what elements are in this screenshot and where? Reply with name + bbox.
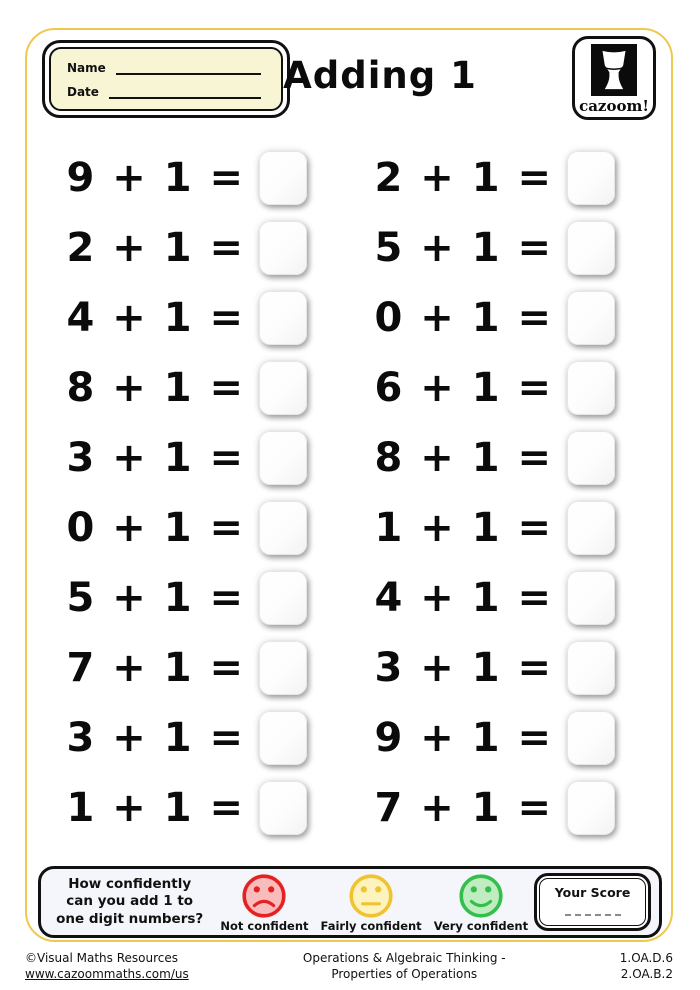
problem-row xyxy=(25,563,349,633)
answer-box[interactable] xyxy=(259,641,307,695)
problem-row xyxy=(25,143,349,213)
topic-line-2: Properties of Operations xyxy=(331,966,478,981)
equation: 7 + 1 = xyxy=(374,785,553,831)
problem-row xyxy=(349,773,673,843)
problem-row xyxy=(349,633,673,703)
equation: 5 + 1 = xyxy=(66,575,245,621)
answer-box[interactable] xyxy=(567,151,615,205)
standard-code-1: 1.OA.D.6 xyxy=(619,951,673,965)
your-score-box xyxy=(534,873,651,931)
logo-wordmark: cazoom! xyxy=(579,97,649,115)
equation: 8 + 1 = xyxy=(374,435,553,481)
problem-row xyxy=(25,423,349,493)
answer-box[interactable] xyxy=(567,641,615,695)
sad-face-icon xyxy=(240,872,288,920)
problem-row xyxy=(349,353,673,423)
footer-right xyxy=(620,951,673,982)
answer-box[interactable] xyxy=(259,781,307,835)
problem-row xyxy=(349,563,673,633)
problem-row xyxy=(349,283,673,353)
answer-box[interactable] xyxy=(259,571,307,625)
problem-row xyxy=(25,493,349,563)
drum-icon xyxy=(591,44,637,96)
equation: 2 + 1 = xyxy=(66,225,245,271)
problems-grid xyxy=(25,143,673,843)
equation: 2 + 1 = xyxy=(374,155,553,201)
problems-column-right xyxy=(349,143,673,843)
answer-box[interactable] xyxy=(259,501,307,555)
answer-box[interactable] xyxy=(259,291,307,345)
equation: 3 + 1 = xyxy=(374,645,553,691)
equation: 9 + 1 = xyxy=(66,155,245,201)
problem-row xyxy=(349,143,673,213)
option-label: Fairly confident xyxy=(320,918,422,933)
happy-face-icon xyxy=(457,872,505,920)
problem-row xyxy=(349,493,673,563)
equation: 0 + 1 = xyxy=(374,295,553,341)
page-title: Adding 1 xyxy=(283,54,477,97)
answer-box[interactable] xyxy=(567,361,615,415)
answer-box[interactable] xyxy=(259,221,307,275)
equation: 3 + 1 = xyxy=(66,715,245,761)
option-fairly-confident[interactable] xyxy=(321,872,422,933)
option-label: Not confident xyxy=(220,918,309,933)
equation: 6 + 1 = xyxy=(374,365,553,411)
problem-row xyxy=(349,703,673,773)
answer-box[interactable] xyxy=(259,711,307,765)
confidence-options xyxy=(214,872,534,933)
problem-row xyxy=(25,283,349,353)
date-label: Date xyxy=(67,85,99,99)
equation: 7 + 1 = xyxy=(66,645,245,691)
website-link[interactable]: www.cazoommaths.com/us xyxy=(25,966,189,981)
footer-center xyxy=(303,951,506,982)
equation: 4 + 1 = xyxy=(66,295,245,341)
cazoom-logo xyxy=(572,36,656,120)
equation: 0 + 1 = xyxy=(66,505,245,551)
option-very-confident[interactable] xyxy=(434,872,528,933)
option-label: Very confident xyxy=(433,918,529,933)
answer-box[interactable] xyxy=(567,571,615,625)
equation: 1 + 1 = xyxy=(374,505,553,551)
answer-box[interactable] xyxy=(259,361,307,415)
confidence-prompt: How confidently can you add 1 to one digit numbers? xyxy=(56,875,204,927)
answer-box[interactable] xyxy=(259,431,307,485)
equation: 1 + 1 = xyxy=(66,785,245,831)
problem-row xyxy=(25,353,349,423)
answer-box[interactable] xyxy=(567,221,615,275)
copyright-text: ©Visual Maths Resources xyxy=(25,951,179,965)
equation: 3 + 1 = xyxy=(66,435,245,481)
confidence-bar xyxy=(38,866,662,938)
topic-line-1: Operations & Algebraic Thinking - xyxy=(302,951,506,965)
option-not-confident[interactable] xyxy=(220,872,308,933)
equation: 9 + 1 = xyxy=(374,715,553,761)
equation: 4 + 1 = xyxy=(374,575,553,621)
neutral-face-icon xyxy=(347,872,395,920)
footer xyxy=(25,951,673,982)
problem-row xyxy=(25,773,349,843)
answer-box[interactable] xyxy=(567,781,615,835)
problem-row xyxy=(349,213,673,283)
your-score-label: Your Score xyxy=(554,885,631,900)
name-label: Name xyxy=(67,61,106,75)
standard-code-2: 2.OA.B.2 xyxy=(620,966,673,981)
problem-row xyxy=(25,213,349,283)
answer-box[interactable] xyxy=(259,151,307,205)
footer-left xyxy=(25,951,189,982)
your-score-box-inner xyxy=(539,878,646,926)
problems-column-left xyxy=(25,143,349,843)
answer-box[interactable] xyxy=(567,711,615,765)
problem-row xyxy=(25,633,349,703)
problem-row xyxy=(25,703,349,773)
problem-row xyxy=(349,423,673,493)
score-input-line[interactable] xyxy=(565,900,621,916)
answer-box[interactable] xyxy=(567,291,615,345)
answer-box[interactable] xyxy=(567,501,615,555)
equation: 5 + 1 = xyxy=(374,225,553,271)
answer-box[interactable] xyxy=(567,431,615,485)
equation: 8 + 1 = xyxy=(66,365,245,411)
